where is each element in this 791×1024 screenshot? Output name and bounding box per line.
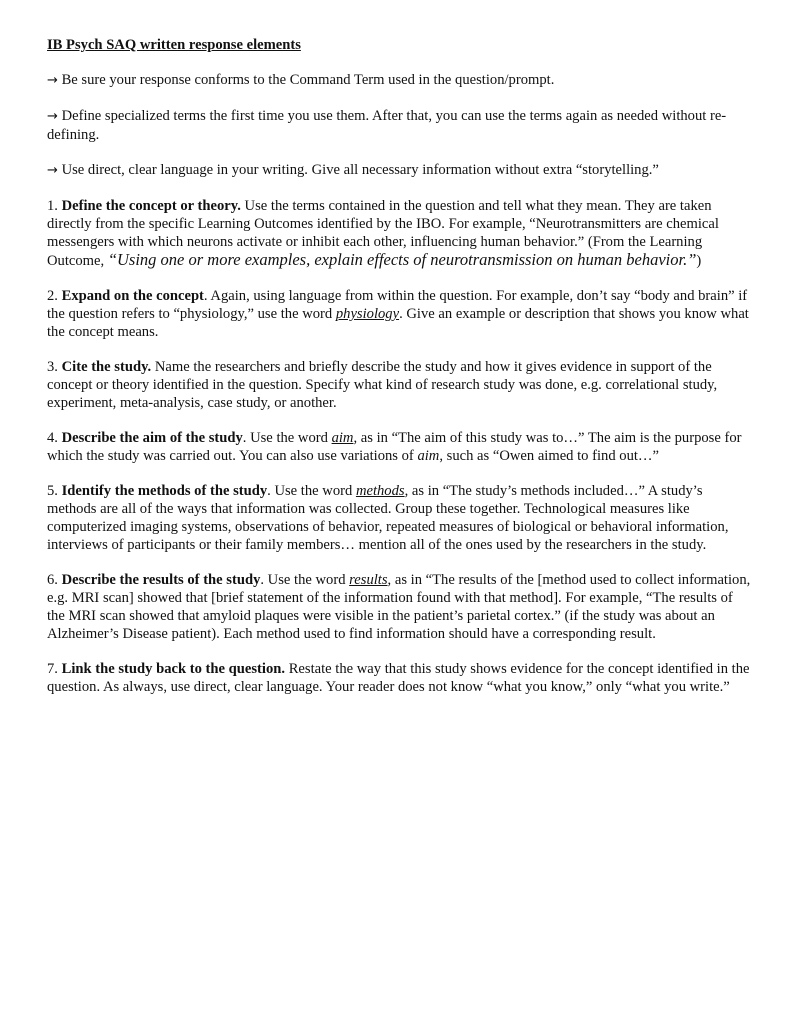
key-term: methods	[355, 483, 405, 499]
key-term-variant: aim	[417, 448, 440, 464]
step-1-define-concept	[47, 197, 751, 270]
step-text: , as in “The aim of this study was to…” The aim is the purpose for which the study was carried out. You can also use variations of	[47, 430, 742, 464]
arrow-right-icon: →	[47, 109, 58, 124]
learning-outcome-quote: “Using one or more examples, explain effects of neurotransmission on human behavior.”	[107, 250, 697, 269]
step-heading: Link the study back to the question.	[61, 661, 286, 677]
key-term: results	[349, 572, 388, 588]
step-text: . Use the word	[267, 483, 353, 499]
step-3-cite-study	[47, 358, 751, 412]
document-title: IB Psych SAQ written response elements	[47, 37, 301, 53]
closing-paren: )	[696, 253, 702, 269]
tip-text: Define specialized terms the first time you use them. After that, you can use the terms again as needed without re-defining.	[47, 108, 727, 143]
key-term: aim	[331, 430, 354, 446]
step-text: Restate the way that this study shows evidence for the concept identified in the question. As always, use direct, clear language. Your reader does not know “what you know,” only “what you write.”	[47, 661, 750, 695]
step-text: , as in “The results of the [method used to collect information, e.g. MRI scan] showed that [brief statement of the information found with that method]. For example, “The results of the MRI scan showed that amyloid plaques were visible in the patient’s parietal cortex.” (if the study was about an Alzheimer’s Disease patient). Each method used to find information should have a corresponding result.	[47, 572, 751, 642]
step-heading: Define the concept or theory.	[61, 198, 241, 214]
step-number: 4.	[47, 430, 58, 446]
step-5-methods	[47, 482, 751, 554]
tip-text: Use direct, clear language in your writing. Give all necessary information without extra “storytelling.”	[61, 162, 659, 178]
arrow-right-icon: →	[47, 73, 58, 88]
tip-text: Be sure your response conforms to the Command Term used in the question/prompt.	[61, 72, 555, 88]
key-term: physiology	[335, 306, 400, 322]
step-2-expand-concept	[47, 287, 751, 341]
step-text: , as in “The study’s methods included…” A study’s methods are all of the ways that information was collected. Group these together. Technological measures like computerized imaging systems, observations of behavior, repeated measures of biological or behavioral information, interviews of participants or their family members… mention all of the ones used by the researchers in the study.	[47, 483, 729, 553]
step-heading: Expand on the concept	[61, 288, 204, 304]
step-text: , such as “Owen aimed to find out…”	[439, 448, 660, 464]
step-text: . Give an example or description that shows you know what the concept means.	[47, 306, 749, 340]
step-number: 7.	[47, 661, 58, 677]
step-heading: Identify the methods of the study	[61, 483, 268, 499]
step-6-results	[47, 571, 751, 643]
step-number: 6.	[47, 572, 58, 588]
step-text: . Use the word	[242, 430, 328, 446]
step-number: 1.	[47, 198, 58, 214]
arrow-right-icon: →	[47, 163, 58, 178]
step-7-link-back	[47, 660, 751, 696]
step-number: 2.	[47, 288, 58, 304]
tip-clear-language	[47, 161, 751, 180]
step-4-aim	[47, 429, 751, 465]
step-number: 3.	[47, 359, 58, 375]
step-number: 5.	[47, 483, 58, 499]
step-text: . Use the word	[260, 572, 346, 588]
tip-command-term	[47, 71, 751, 90]
step-text: Name the researchers and briefly describe the study and how it gives evidence in support of the concept or theory identified in the question. Specify what kind of research study was done, e.g. correlational study, experiment, meta-analysis, case study, or another.	[47, 359, 718, 411]
tip-define-terms	[47, 107, 751, 144]
step-heading: Describe the results of the study	[61, 572, 261, 588]
step-heading: Describe the aim of the study	[61, 430, 243, 446]
step-heading: Cite the study.	[61, 359, 152, 375]
step-text: Use the terms contained in the question and tell what they mean. They are taken directly from the specific Learning Outcomes identified by the IBO. For example, “Neurotransmitters are chemical messengers with which neurons activate or inhibit each other, influencing human behavior.” (From the Learning Outcome,	[47, 198, 719, 269]
step-text: . Again, using language from within the question. For example, don’t say “body and brain” if the question refers to “physiology,” use the word	[47, 288, 748, 322]
